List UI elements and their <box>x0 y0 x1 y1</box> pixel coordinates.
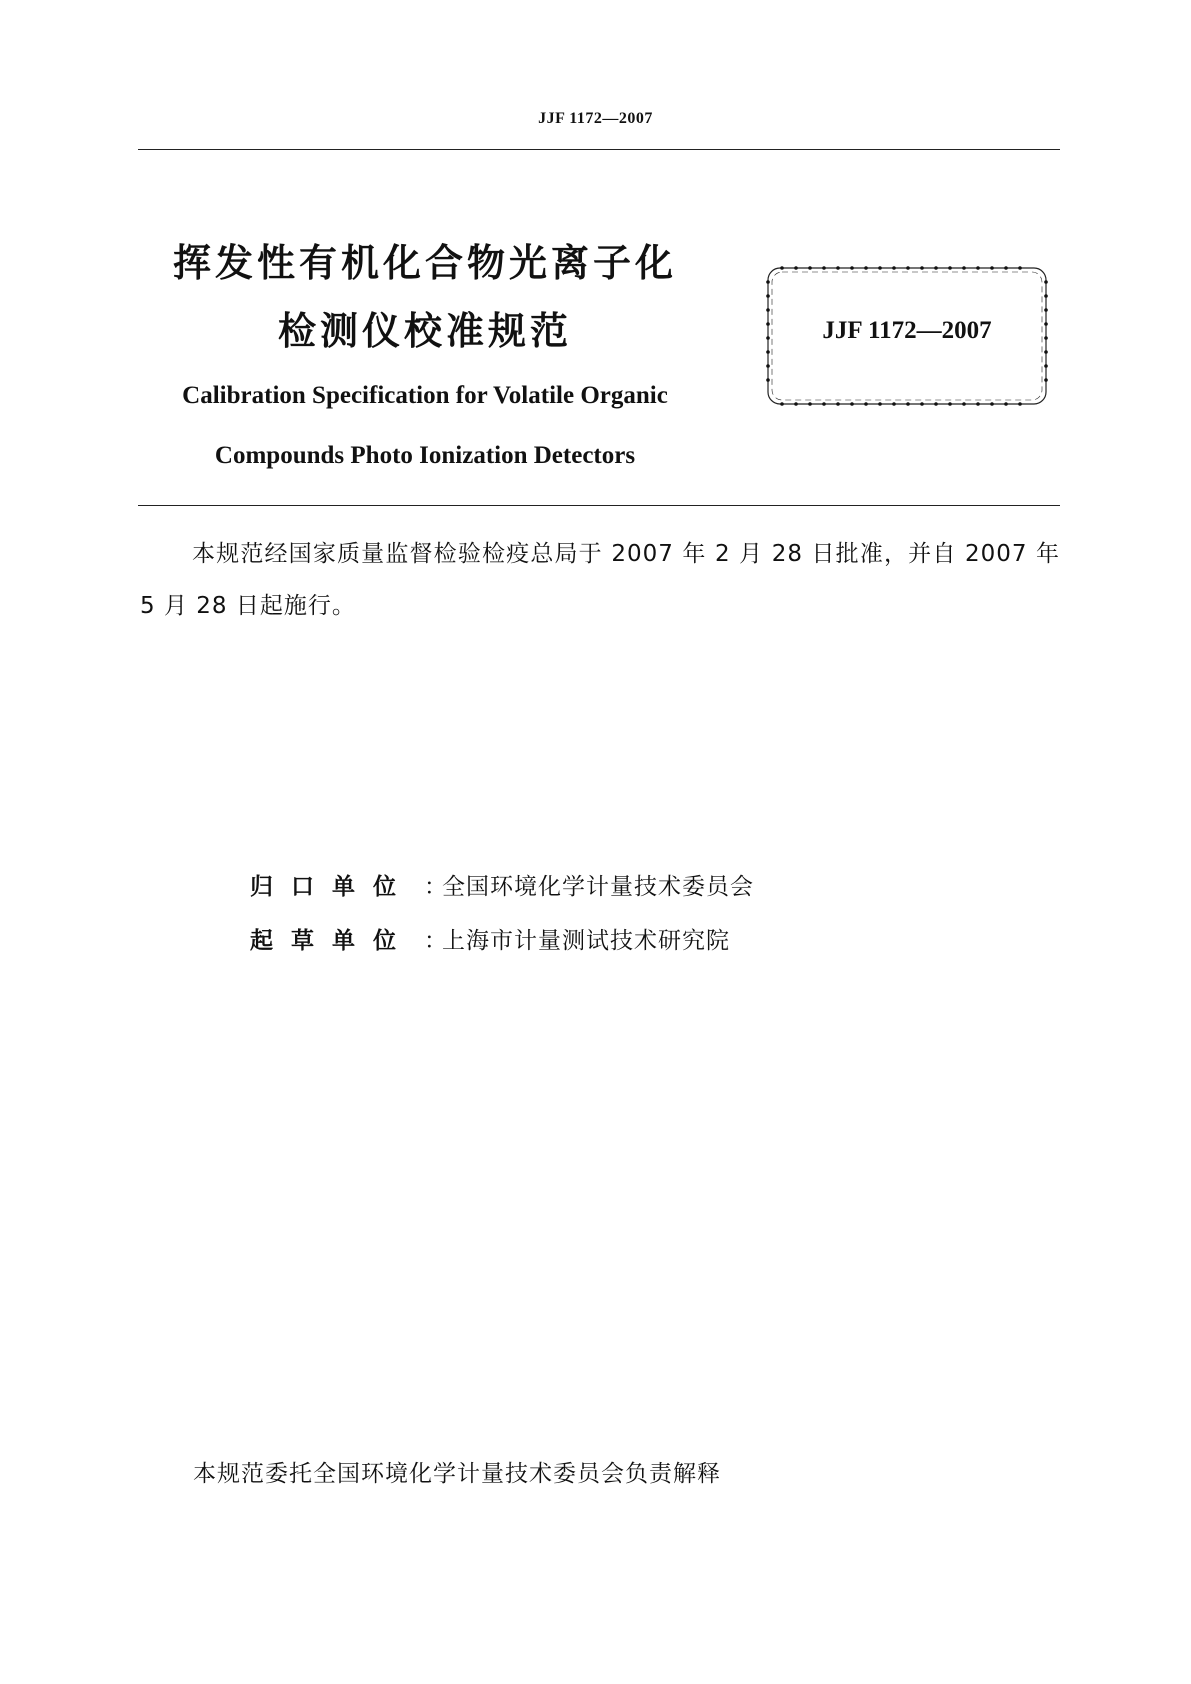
border-dot <box>766 280 770 284</box>
drafting-unit-label: 起草单位 <box>250 928 414 954</box>
border-dot <box>962 402 966 406</box>
standard-code: JJF 1172—2007 <box>822 317 992 344</box>
border-dot <box>878 266 882 270</box>
border-dot <box>1044 294 1048 298</box>
border-dot <box>780 402 784 406</box>
header-rule <box>138 149 1060 150</box>
interpretation-statement: 本规范委托全国环境化学计量技术委员会负责解释 <box>193 1461 721 1487</box>
drafting-unit-colon: ： <box>424 928 447 954</box>
title-english-line-2: Compounds Photo Ionization Detectors <box>214 442 636 469</box>
border-dot <box>990 402 994 406</box>
border-dot <box>864 266 868 270</box>
border-dot <box>822 266 826 270</box>
border-dot <box>766 364 770 368</box>
border-dot <box>934 402 938 406</box>
responsible-unit-value: 全国环境化学计量技术委员会 <box>442 874 754 900</box>
border-dot <box>822 402 826 406</box>
border-dot <box>766 308 770 312</box>
responsible-unit-row <box>250 868 754 901</box>
border-dot <box>1044 308 1048 312</box>
approval-statement: 本规范经国家质量监督检验检疫总局于 2007 年 2 月 28 日批准，并自 2007 年 5 月 28 日起施行。 <box>140 541 1060 619</box>
border-dot <box>836 402 840 406</box>
border-dot <box>836 266 840 270</box>
border-dot <box>794 402 798 406</box>
border-dot <box>766 294 770 298</box>
border-dot <box>850 266 854 270</box>
header-standard-code: JJF 1172—2007 <box>538 110 653 127</box>
border-dot <box>808 266 812 270</box>
border-dot <box>906 266 910 270</box>
border-dot <box>934 266 938 270</box>
border-dot <box>892 266 896 270</box>
border-dot <box>1044 378 1048 382</box>
standard-code-box <box>762 262 1052 410</box>
border-dot <box>794 266 798 270</box>
border-dot <box>780 266 784 270</box>
border-dot <box>1018 266 1022 270</box>
border-dot <box>920 402 924 406</box>
border-dot <box>976 402 980 406</box>
border-dot <box>1004 266 1008 270</box>
border-dot <box>1044 280 1048 284</box>
drafting-unit-row <box>250 922 730 955</box>
border-dot <box>1044 350 1048 354</box>
border-dot <box>850 402 854 406</box>
title-chinese-line-2: 检测仪校准规范 <box>277 309 572 353</box>
responsible-unit-colon: ： <box>424 874 447 900</box>
border-dot <box>808 402 812 406</box>
responsible-unit-label: 归口单位 <box>250 874 414 900</box>
border-dot <box>766 378 770 382</box>
title-chinese-line-1: 挥发性有机化合物光离子化 <box>172 241 677 285</box>
title-rule <box>138 505 1060 506</box>
border-dot <box>892 402 896 406</box>
border-dot <box>962 266 966 270</box>
border-dot <box>948 266 952 270</box>
drafting-unit-value: 上海市计量测试技术研究院 <box>442 928 730 954</box>
border-dot <box>1004 402 1008 406</box>
border-dot <box>1044 364 1048 368</box>
title-english-line-1: Calibration Specification for Volatile Organic <box>182 382 668 409</box>
border-dot <box>906 402 910 406</box>
border-dot <box>976 266 980 270</box>
border-dot <box>1018 402 1022 406</box>
border-dot <box>864 402 868 406</box>
border-dot <box>948 402 952 406</box>
border-dot <box>878 402 882 406</box>
border-dot <box>766 350 770 354</box>
border-dot <box>920 266 924 270</box>
border-dot <box>990 266 994 270</box>
